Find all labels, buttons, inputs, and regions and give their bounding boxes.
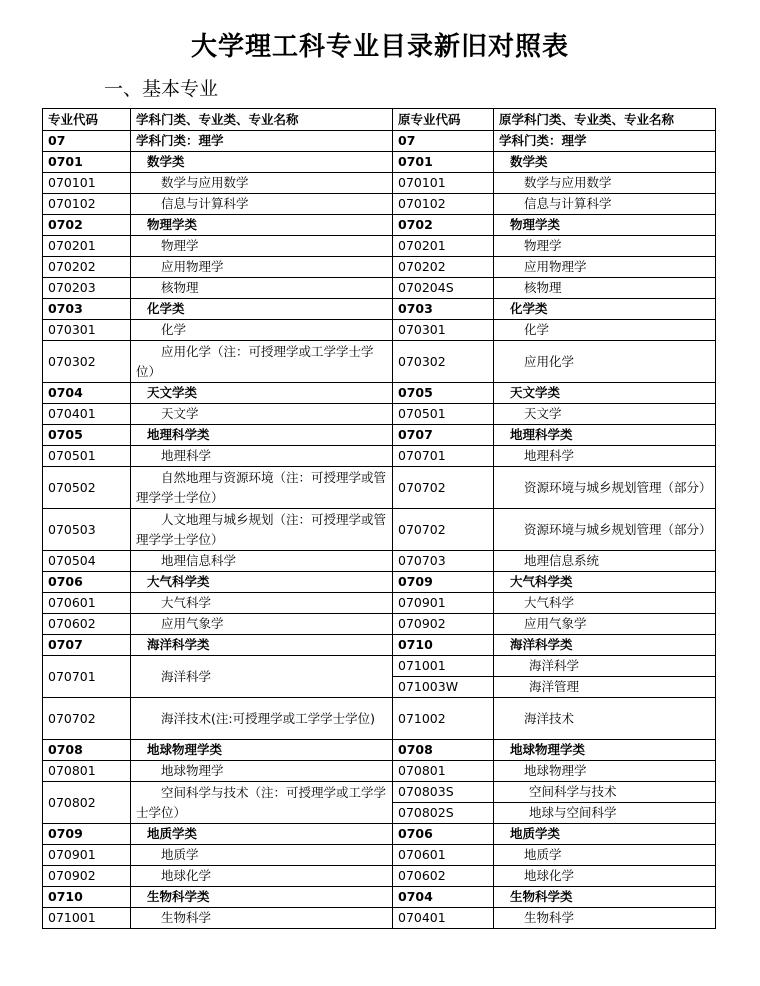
table-row <box>43 635 716 656</box>
old-name-cell: 信息与计算科学 <box>494 194 716 215</box>
old-name-cell: 地质学 <box>494 845 716 866</box>
major-name-cell: 应用气象学 <box>131 614 393 635</box>
table-row <box>43 467 716 509</box>
major-code-cell: 070702 <box>43 698 131 740</box>
table-row <box>43 278 716 299</box>
old-name-cell: 地理科学类 <box>494 425 716 446</box>
table-row <box>43 425 716 446</box>
old-code-cell: 070102 <box>393 194 494 215</box>
major-code-cell: 070801 <box>43 761 131 782</box>
major-code-cell: 0708 <box>43 740 131 761</box>
old-code-cell: 070101 <box>393 173 494 194</box>
major-name-cell: 地球物理学类 <box>131 740 393 761</box>
major-name-cell: 应用化学（注：可授理学或工学学士学位） <box>131 341 393 383</box>
major-name-cell: 生物科学 <box>131 908 393 929</box>
table-row <box>43 320 716 341</box>
major-catalog-table <box>42 108 716 929</box>
old-code-cell: 0706 <box>393 824 494 845</box>
old-code-entry: 071003W <box>393 676 493 697</box>
major-code-cell: 070503 <box>43 509 131 551</box>
table-row <box>43 593 716 614</box>
major-code-cell: 070802 <box>43 782 131 824</box>
major-name-cell: 地理信息科学 <box>131 551 393 572</box>
major-code-cell: 0704 <box>43 383 131 404</box>
old-code-cell: 070401 <box>393 908 494 929</box>
old-name-cell: 生物科学类 <box>494 887 716 908</box>
header-old-code: 原专业代码 <box>393 109 494 131</box>
old-code-cell: 070901 <box>393 593 494 614</box>
major-name-cell: 物理学 <box>131 236 393 257</box>
old-name-cell: 大气科学类 <box>494 572 716 593</box>
old-code-cell: 070702 <box>393 509 494 551</box>
old-name-cell: 生物科学 <box>494 908 716 929</box>
major-code-cell: 0709 <box>43 824 131 845</box>
major-code-cell: 070401 <box>43 404 131 425</box>
old-name-cell: 海洋科学类 <box>494 635 716 656</box>
major-name-cell: 海洋技术(注:可授理学或工学学士学位) <box>131 698 393 740</box>
major-code-cell: 071001 <box>43 908 131 929</box>
old-name-cell: 天文学 <box>494 404 716 425</box>
table-row <box>43 551 716 572</box>
old-code-cell: 070602 <box>393 866 494 887</box>
major-code-cell: 070504 <box>43 551 131 572</box>
old-name-cell: 地球物理学类 <box>494 740 716 761</box>
table-row <box>43 257 716 278</box>
table-row <box>43 446 716 467</box>
old-code-cell: 0705 <box>393 383 494 404</box>
major-name-cell: 地理科学 <box>131 446 393 467</box>
old-name-entry: 地球与空间科学 <box>494 802 715 823</box>
header-name: 学科门类、专业类、专业名称 <box>131 109 393 131</box>
major-name-cell: 地质学 <box>131 845 393 866</box>
major-code-cell: 070102 <box>43 194 131 215</box>
old-name-entry: 空间科学与技术 <box>529 784 617 799</box>
major-code-cell: 070101 <box>43 173 131 194</box>
old-code-cell: 070501 <box>393 404 494 425</box>
major-code-cell: 0710 <box>43 887 131 908</box>
major-name-cell: 生物科学类 <box>131 887 393 908</box>
old-name-cell: 地球物理学 <box>494 761 716 782</box>
old-name-cell: 物理学 <box>494 236 716 257</box>
header-old-name: 原学科门类、专业类、专业名称 <box>494 109 716 131</box>
table-row <box>43 236 716 257</box>
old-code-cell: 071002 <box>393 698 494 740</box>
old-code-cell: 0704 <box>393 887 494 908</box>
table-row <box>43 866 716 887</box>
table-row <box>43 404 716 425</box>
old-code-cell: 070902 <box>393 614 494 635</box>
table-row <box>43 383 716 404</box>
old-code-cell: 0707 <box>393 425 494 446</box>
old-name-cell: 地球化学 <box>494 866 716 887</box>
old-name-cell: 大气科学 <box>494 593 716 614</box>
major-name-cell: 地质学类 <box>131 824 393 845</box>
major-code-cell: 070602 <box>43 614 131 635</box>
major-name-cell: 地球物理学 <box>131 761 393 782</box>
major-name-cell: 应用物理学 <box>131 257 393 278</box>
old-code-cell: 0702 <box>393 215 494 236</box>
major-name-cell: 核物理 <box>131 278 393 299</box>
major-name-cell: 化学 <box>131 320 393 341</box>
old-name-cell: 化学 <box>494 320 716 341</box>
major-name-cell: 信息与计算科学 <box>131 194 393 215</box>
table-header-row <box>43 109 716 131</box>
major-name-cell: 天文学类 <box>131 383 393 404</box>
major-code-cell: 0707 <box>43 635 131 656</box>
major-name-cell: 天文学 <box>131 404 393 425</box>
old-code-cell: 070204S <box>393 278 494 299</box>
major-name-cell: 人文地理与城乡规划（注：可授理学或管理学学士学位） <box>131 509 393 551</box>
table-row <box>43 824 716 845</box>
major-code-cell: 0703 <box>43 299 131 320</box>
old-name-entry: 海洋管理 <box>494 676 715 697</box>
major-name-cell: 学科门类：理学 <box>131 131 393 152</box>
major-code-cell: 070301 <box>43 320 131 341</box>
major-name-cell: 自然地理与资源环境（注：可授理学或管理学学士学位） <box>131 467 393 509</box>
major-name-cell: 海洋科学类 <box>131 635 393 656</box>
page-title: 大学理工科专业目录新旧对照表 <box>190 32 569 62</box>
major-code-cell: 0706 <box>43 572 131 593</box>
major-code-cell: 070202 <box>43 257 131 278</box>
old-name-cell: 核物理 <box>494 278 716 299</box>
major-code-cell: 0705 <box>43 425 131 446</box>
major-code-cell: 070201 <box>43 236 131 257</box>
major-code-cell: 070601 <box>43 593 131 614</box>
old-name-cell: 应用化学 <box>494 341 716 383</box>
old-name-cell: 资源环境与城乡规划管理（部分） <box>494 467 716 509</box>
old-name-cell: 应用气象学 <box>494 614 716 635</box>
table-row <box>43 152 716 173</box>
major-code-cell: 070902 <box>43 866 131 887</box>
old-code-entry: 070802S <box>393 802 493 823</box>
table-row <box>43 194 716 215</box>
old-name-cell: 海洋技术 <box>494 698 716 740</box>
old-name-cell: 天文学类 <box>494 383 716 404</box>
old-code-cell: 0703 <box>393 299 494 320</box>
major-code-cell: 070502 <box>43 467 131 509</box>
table-row <box>43 656 716 698</box>
major-code-cell: 0702 <box>43 215 131 236</box>
old-name-cell: 化学类 <box>494 299 716 320</box>
section-heading: 一、基本专业 <box>104 78 219 100</box>
old-name-cell <box>494 656 716 698</box>
table-row <box>43 341 716 383</box>
major-code-cell: 070701 <box>43 656 131 698</box>
old-code-cell: 0708 <box>393 740 494 761</box>
old-code-cell: 070201 <box>393 236 494 257</box>
header-code: 专业代码 <box>43 109 131 131</box>
major-name-cell: 地球化学 <box>131 866 393 887</box>
old-name-cell: 资源环境与城乡规划管理（部分） <box>494 509 716 551</box>
old-code-cell: 07 <box>393 131 494 152</box>
old-code-cell: 070202 <box>393 257 494 278</box>
table-row <box>43 173 716 194</box>
table-row <box>43 572 716 593</box>
table-row <box>43 509 716 551</box>
major-code-cell: 070302 <box>43 341 131 383</box>
major-code-cell: 07 <box>43 131 131 152</box>
table-row <box>43 299 716 320</box>
major-code-cell: 0701 <box>43 152 131 173</box>
table-row <box>43 887 716 908</box>
old-name-cell: 地理科学 <box>494 446 716 467</box>
old-name-cell: 地理信息系统 <box>494 551 716 572</box>
old-code-cell: 0701 <box>393 152 494 173</box>
old-code-cell: 070302 <box>393 341 494 383</box>
major-code-cell: 070501 <box>43 446 131 467</box>
old-code-cell <box>393 782 494 824</box>
major-code-cell: 070901 <box>43 845 131 866</box>
table-row <box>43 782 716 824</box>
major-name-cell: 数学与应用数学 <box>131 173 393 194</box>
major-name-cell: 数学类 <box>131 152 393 173</box>
major-name-cell: 物理学类 <box>131 215 393 236</box>
major-name-cell: 海洋科学 <box>131 656 393 698</box>
old-name-cell: 学科门类：理学 <box>494 131 716 152</box>
old-name-cell: 物理学类 <box>494 215 716 236</box>
old-name-cell <box>494 782 716 824</box>
major-code-cell: 070203 <box>43 278 131 299</box>
major-name-cell: 地理科学类 <box>131 425 393 446</box>
old-code-cell: 0709 <box>393 572 494 593</box>
old-code-cell <box>393 656 494 698</box>
old-code-cell: 070301 <box>393 320 494 341</box>
table-row <box>43 698 716 740</box>
major-name-cell: 大气科学 <box>131 593 393 614</box>
old-name-cell: 数学与应用数学 <box>494 173 716 194</box>
old-code-cell: 0710 <box>393 635 494 656</box>
table-row <box>43 761 716 782</box>
major-name-cell: 化学类 <box>131 299 393 320</box>
table-row <box>43 215 716 236</box>
old-code-cell: 070703 <box>393 551 494 572</box>
old-name-cell: 数学类 <box>494 152 716 173</box>
table-row <box>43 740 716 761</box>
old-code-cell: 070701 <box>393 446 494 467</box>
old-name-cell: 地质学类 <box>494 824 716 845</box>
table-row <box>43 908 716 929</box>
table-row <box>43 614 716 635</box>
old-name-entry: 海洋科学 <box>529 658 580 673</box>
table-row <box>43 845 716 866</box>
table-body <box>43 109 716 929</box>
table-row <box>43 131 716 152</box>
old-name-cell: 应用物理学 <box>494 257 716 278</box>
old-code-cell: 070601 <box>393 845 494 866</box>
major-name-cell: 大气科学类 <box>131 572 393 593</box>
old-code-entry: 071001 <box>398 658 446 673</box>
old-code-entry: 070803S <box>398 784 454 799</box>
old-code-cell: 070702 <box>393 467 494 509</box>
old-code-cell: 070801 <box>393 761 494 782</box>
major-name-cell: 空间科学与技术（注：可授理学或工学学士学位） <box>131 782 393 824</box>
